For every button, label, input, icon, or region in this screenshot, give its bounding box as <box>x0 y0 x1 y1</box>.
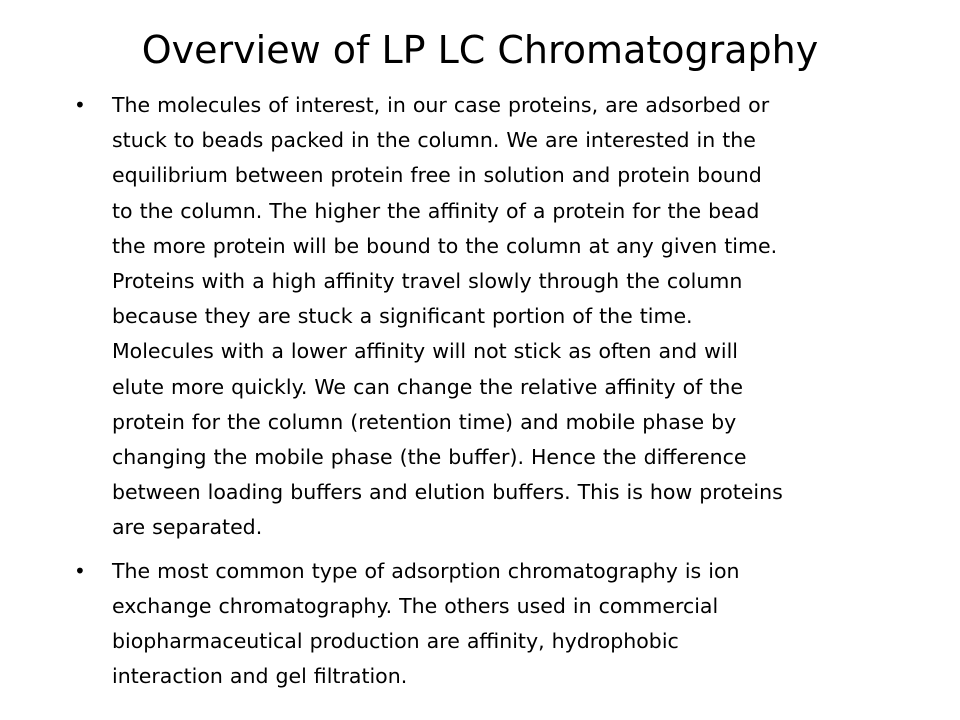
bullet-text-line: the more protein will be bound to the column at any given time. <box>112 233 778 258</box>
bullet-text-line: The molecules of interest, in our case proteins, are adsorbed or <box>112 93 770 117</box>
bullet-item-adsorption-overview <box>0 88 960 546</box>
bullet-text-line: because they are stuck a significant portion of the time. <box>112 304 693 329</box>
bullet-text-line: biopharmaceutical production are affinity, hydrophobic <box>112 629 679 654</box>
bullet-text-line: are separated. <box>112 515 263 540</box>
bullet-text-line: protein for the column (retention time) and mobile phase by <box>112 409 737 434</box>
bullet-text-line: Proteins with a high affinity travel slowly through the column <box>112 269 743 294</box>
bullet-text-line: equilibrium between protein free in solution and protein bound <box>112 163 762 188</box>
bullet-text-line: to the column. The higher the affinity of a protein for the bead <box>112 198 760 223</box>
bullet-text-line: exchange chromatography. The others used in commercial <box>112 593 719 618</box>
bullet-list <box>0 88 960 702</box>
bullet-text-line: changing the mobile phase (the buffer). Hence the difference <box>112 445 747 470</box>
bullet-text-line: between loading buffers and elution buffers. This is how proteins <box>112 480 783 505</box>
bullet-marker-icon: • <box>74 558 86 583</box>
bullet-marker-icon: • <box>74 93 86 117</box>
bullet-text-line: interaction and gel filtration. <box>112 664 408 689</box>
bullet-text-line: The most common type of adsorption chromatography is ion <box>112 558 740 583</box>
bullet-item-ion-exchange <box>0 554 960 695</box>
bullet-text-line: elute more quickly. We can change the relative affinity of the <box>112 374 744 399</box>
slide-title: Overview of LP LC Chromatography <box>141 28 819 72</box>
bullet-text-line: Molecules with a lower affinity will not stick as often and will <box>112 339 738 364</box>
bullet-text-line: stuck to beads packed in the column. We are interested in the <box>112 128 756 153</box>
